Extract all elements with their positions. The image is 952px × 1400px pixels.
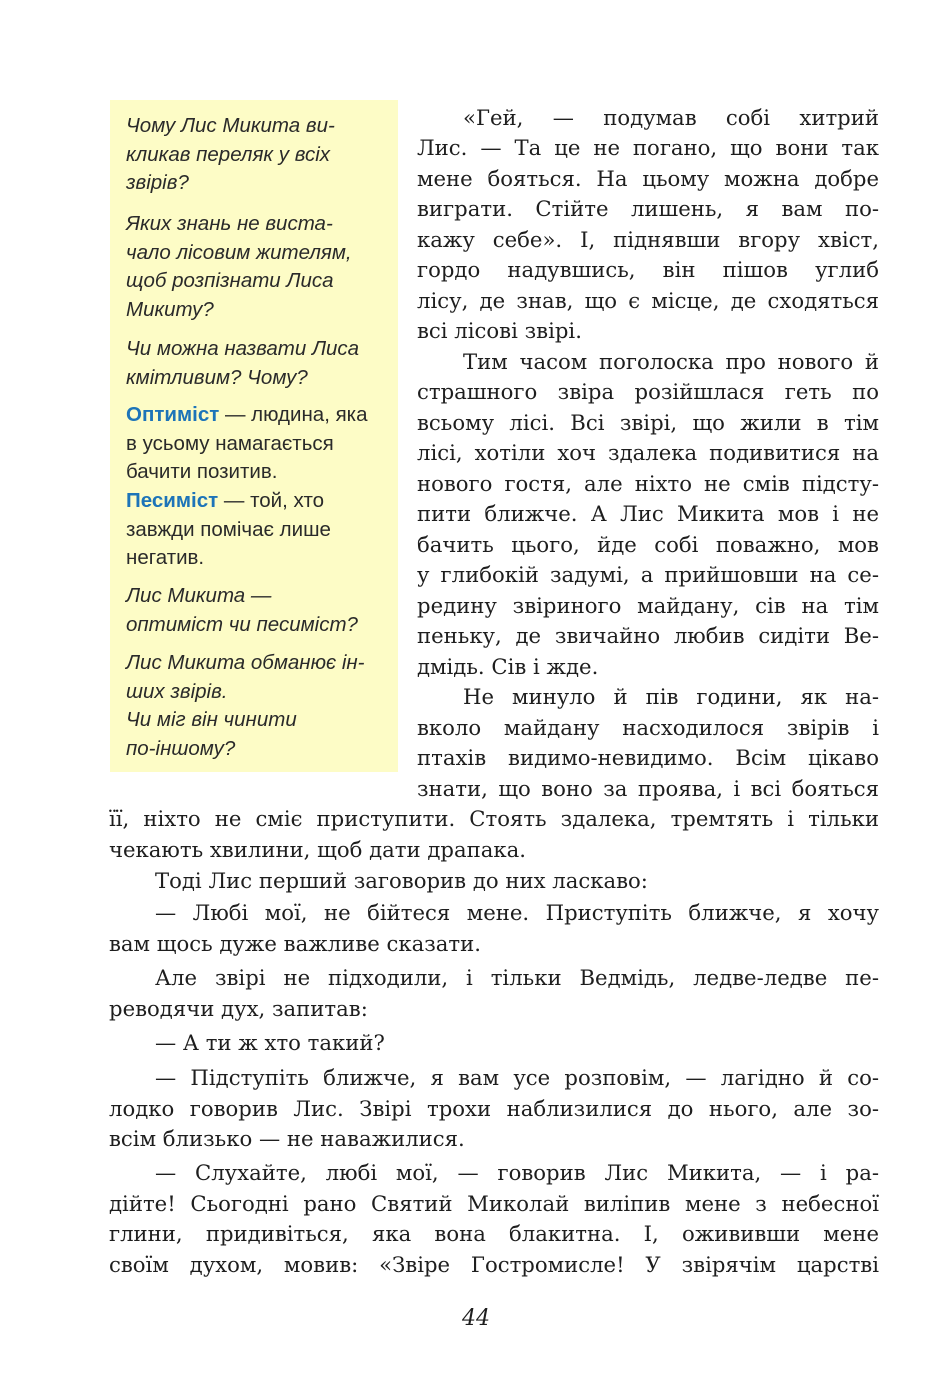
text-line: Не минуло й пів години, як на- bbox=[463, 684, 879, 709]
text-line: — Слухайте, любі мої, — говорив Лис Микита, — і ра- bbox=[155, 1160, 879, 1185]
text-line: страшного звіра розійшлася геть по bbox=[417, 379, 879, 404]
text-line: нового гостя, але ніхто не смів підсту- bbox=[417, 471, 879, 496]
text-line: гордо надувшись, він пішов углиб bbox=[417, 257, 879, 282]
sidebar-text-line: Яких знань не виста- bbox=[126, 212, 333, 235]
text-line: Лис. — Та це не погано, що вони так bbox=[417, 135, 879, 160]
text-line: всі лісові звірі. bbox=[417, 318, 582, 343]
sidebar-text-line: звірів? bbox=[126, 171, 189, 194]
text-line: пити ближче. А Лис Микита мов і не bbox=[417, 501, 879, 526]
text-line: — Підступіть ближче, я вам усе розповім, — лагідно й со- bbox=[155, 1065, 879, 1090]
text-line: вам щось дуже важливе сказати. bbox=[109, 931, 481, 956]
text-line: лісі, хотіли хоч здалека подивитися на bbox=[417, 440, 879, 465]
text-line: редину звіриного майдану, сів на тім bbox=[417, 593, 879, 618]
text-line: дмідь. Сів і жде. bbox=[417, 654, 599, 679]
text-line: виграти. Стійте лишень, я вам по- bbox=[417, 196, 879, 221]
text-line: всім близько — не наважилися. bbox=[109, 1126, 465, 1151]
sidebar-text-line: по-іншому? bbox=[126, 737, 236, 760]
sidebar-text-line: Лис Микита обманює ін- bbox=[126, 651, 365, 674]
text-line: Але звірі не підходили, і тільки Ведмідь, ледве-ледве пе- bbox=[155, 965, 879, 990]
text-line: пеньку, де звичайно любив сидіти Ве- bbox=[417, 623, 879, 648]
sidebar-text-line: Чи можна назвати Лиса bbox=[126, 337, 360, 360]
sidebar-text-line: щоб розпізнати Лиса bbox=[126, 269, 334, 292]
definition-text: — людина, яка bbox=[219, 403, 368, 426]
text-line: — А ти ж хто такий? bbox=[155, 1030, 385, 1055]
sidebar-text-line: кликав переляк у всіх bbox=[126, 143, 331, 166]
sidebar-text-line: чало лісовим жителям, bbox=[126, 241, 352, 264]
text-line: всьому лісі. Всі звірі, що жили в тім bbox=[417, 410, 879, 435]
text-line: чекають хвилини, щоб дати драпака. bbox=[109, 837, 526, 862]
text-line: знати, що воно за проява, і всі бояться bbox=[417, 776, 879, 801]
text-line: її, ніхто не сміє приступити. Стоять здалека, тремтять і тільки bbox=[109, 806, 879, 831]
sidebar-text-line: негатив. bbox=[126, 546, 205, 569]
sidebar-text-line: оптиміст чи песиміст? bbox=[126, 613, 358, 636]
sidebar-text-line: Микиту? bbox=[126, 298, 214, 321]
text-line: мене бояться. На цьому можна добре bbox=[417, 166, 879, 191]
text-line: лодко говорив Лис. Звірі трохи наблизилися до нього, але зо- bbox=[109, 1096, 879, 1121]
sidebar-text-line: Чи міг він чинити bbox=[126, 708, 297, 731]
text-line: у глибокій задумі, а прийшовши на се- bbox=[417, 562, 879, 587]
text-line: вколо майдану насходилося звірів і bbox=[417, 715, 879, 740]
text-line: лісу, де знав, що є місце, де сходяться bbox=[417, 288, 879, 313]
sidebar-text-line: в усьому намагається bbox=[126, 432, 334, 455]
term-optimist: Оптиміст bbox=[126, 403, 220, 426]
text-line: реводячи дух, запитав: bbox=[109, 996, 368, 1021]
term-pessimist: Песиміст bbox=[126, 489, 219, 512]
text-line: бачить цього, йде собі поважно, мов bbox=[417, 532, 879, 557]
text-line: дійте! Сьогодні рано Святий Миколай виліпив мене з небесної bbox=[109, 1191, 879, 1216]
text-line: птахів видимо-невидимо. Всім цікаво bbox=[417, 745, 879, 770]
sidebar-text-line: Чому Лис Микита ви- bbox=[126, 114, 335, 137]
text-line: Тим часом поголоска про нового й bbox=[463, 349, 879, 374]
sidebar-text-line: бачити позитив. bbox=[126, 460, 278, 483]
sidebar-text-line: ших звірів. bbox=[126, 680, 228, 703]
sidebar-text-line: завжди помічає лише bbox=[126, 518, 331, 541]
text-line: — Любі мої, не бійтеся мене. Приступіть ближче, я хочу bbox=[155, 900, 879, 925]
page-number: 44 bbox=[462, 1306, 490, 1331]
definition-text: — той, хто bbox=[218, 489, 325, 512]
sidebar-text-line: кмітливим? Чому? bbox=[126, 366, 308, 389]
sidebar-text-line: Лис Микита — bbox=[126, 584, 272, 607]
text-line: «Гей, — подумав собі хитрий bbox=[463, 105, 879, 130]
text-line: кажу себе». І, піднявши вгору хвіст, bbox=[417, 227, 879, 252]
text-line: Тоді Лис перший заговорив до них ласкаво: bbox=[155, 868, 648, 893]
text-line: глини, придивіться, яка вона блакитна. І, ожививши мене bbox=[109, 1221, 879, 1246]
text-line: своїм духом, мовив: «Звіре Гостромисле! У звірячім царстві bbox=[109, 1252, 879, 1277]
